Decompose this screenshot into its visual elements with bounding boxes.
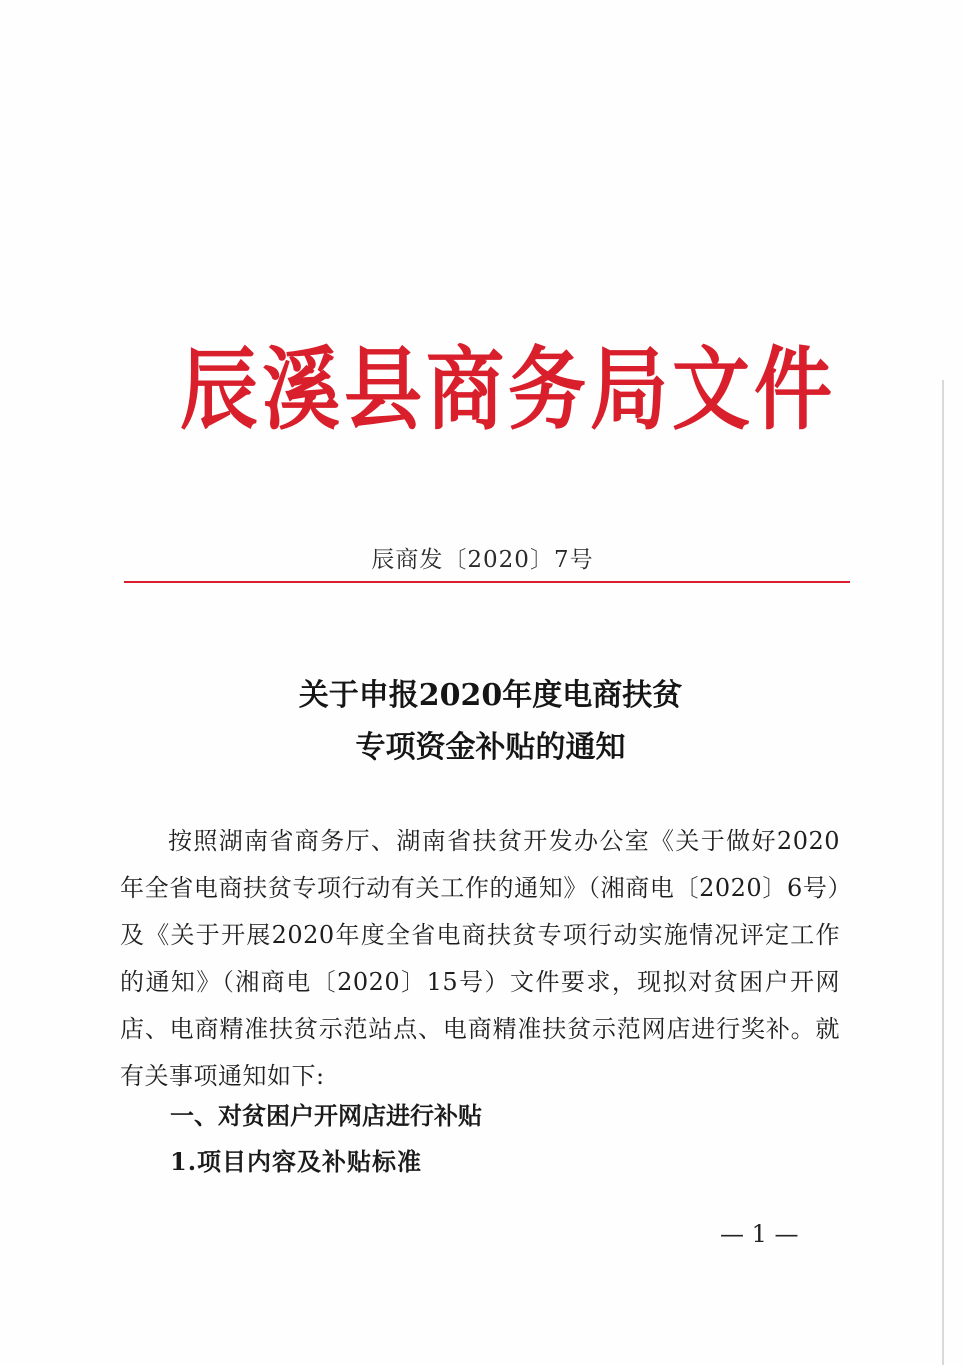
issuing-authority-header: 辰溪县商务局文件 <box>180 337 837 443</box>
header-red-rule <box>124 581 850 583</box>
scan-edge-line <box>942 380 944 1365</box>
body-text <box>120 818 840 1100</box>
notice-title-line-1: 关于申报2020年度电商扶贫 <box>298 678 683 713</box>
document-number: 辰商发〔2020〕7号 <box>371 547 594 573</box>
body-paragraph: 按照湖南省商务厅、湖南省扶贫开发办公室《关于做好2020年全省电商扶贫专项行动有关工作的通知》（湘商电〔2020〕6号）及《关于开展2020年度全省电商扶贫专项行动实施情况评定工作的通知》（湘商电〔2020〕15号）文件要求，现拟对贫困户开网店、电商精准扶贫示范站点、电商精准扶贫示范网店进行奖补。就有关事项通知如下: <box>120 827 840 1090</box>
subsection-heading-1-1: 1.项目内容及补贴标准 <box>170 1147 423 1176</box>
page-number: — 1 — <box>720 1220 799 1248</box>
notice-title-line-2: 专项资金补贴的通知 <box>355 730 626 765</box>
section-heading-1: 一、对贫困户开网店进行补贴 <box>170 1101 482 1130</box>
